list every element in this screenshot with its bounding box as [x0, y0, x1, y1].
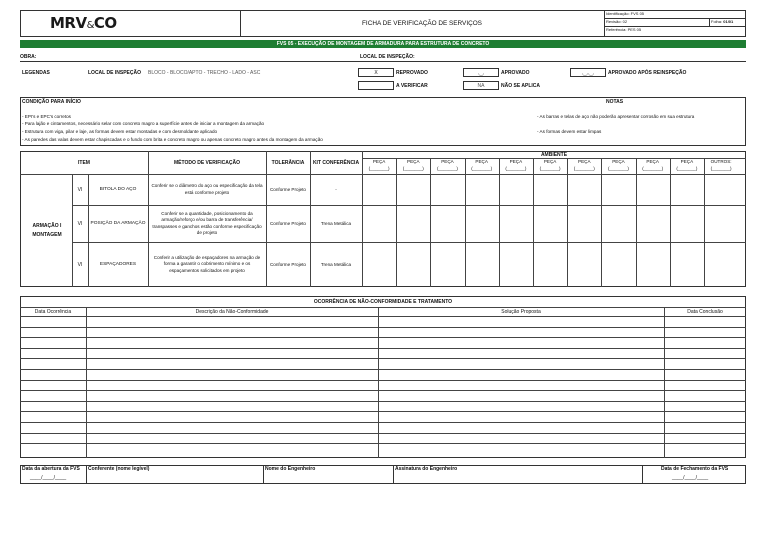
peca-col-divider [601, 158, 602, 287]
peca-blank: (_______) [539, 165, 561, 171]
ocorrencia-row[interactable] [20, 337, 746, 348]
engenheiro-label: Nome do Engenheiro [265, 466, 316, 472]
row-metodo: Conferir a utilização de espaçadores na armação de forma a garantir o cobrimento mínimo e os espaçamentos solicitados em projeto [153, 254, 261, 273]
peca-label: PEÇA [578, 159, 591, 164]
aprovado-label: APROVADO [501, 70, 530, 76]
peca-header[interactable] [499, 158, 533, 174]
circle-check-recheck-icon: ◡◡ [581, 68, 595, 77]
row-code: VI [77, 186, 83, 193]
header-folha-divider [709, 18, 710, 26]
identificacao: Identificação: FVS 05 [606, 11, 645, 16]
peca-blank: (_______) [642, 165, 664, 171]
local-inspecao-legend: LOCAL DE INSPEÇÃO [88, 70, 141, 76]
peca-blank: (_______) [573, 165, 595, 171]
outros-header[interactable] [704, 158, 738, 174]
peca-label: PEÇA [543, 159, 557, 164]
a-verificar-label: A VERIFICAR [396, 83, 428, 89]
condition-item: - As paredes das valas devem estar chapiscadas e o fundo com brita e concreto magro ou apenas concreto magro antes da montagem da armação [22, 137, 323, 142]
reprovado-label: REPROVADO [396, 70, 428, 76]
ocorrencia-row[interactable] [20, 390, 746, 401]
folha [711, 19, 733, 24]
peca-label: PEÇA [612, 159, 625, 164]
outros-label: OUTROS: [710, 159, 732, 164]
peca-blank: (_______) [676, 165, 698, 171]
notes-title: NOTAS [606, 99, 624, 105]
folha-value: 01/01 [723, 19, 734, 24]
col-descricao: Descrição da Não-Conformidade [195, 308, 269, 315]
peca-col-divider [465, 158, 466, 287]
header-divider-right [604, 10, 605, 37]
form-title: FICHA DE VERIFICAÇÃO DE SERVIÇOS [362, 20, 482, 27]
row-metodo: Conferir se a quantidade, posicionamento da armação/reforço e/ou barra de transferência/ transpasses e ganchos estão conforme especificação de projeto [152, 210, 262, 235]
row-item: BITOLA DO AÇO [99, 187, 137, 192]
row-tolerancia: Conforme Projeto [269, 221, 306, 226]
peca-label: PEÇA [407, 159, 420, 164]
row-kit: - [335, 187, 337, 192]
peca-col-divider [533, 158, 534, 287]
ocorrencia-title: OCORRÊNCIA DE NÃO-CONFORMIDADE E TRATAMENTO [313, 298, 453, 305]
ocorrencia-row[interactable] [20, 422, 746, 433]
col-kit-header: KIT CONFERÊNCIA [312, 159, 360, 166]
col-metodo-header: MÉTODO DE VERIFICAÇÃO [173, 159, 241, 166]
peca-label: PEÇA [680, 159, 694, 164]
data-abertura-field[interactable]: ____/____/____ [30, 475, 67, 481]
peca-blank: (_______) [608, 165, 629, 171]
col-solucao: Solução Proposta [501, 308, 541, 315]
logo-amp: & [86, 20, 94, 31]
peca-col-divider [670, 158, 671, 287]
peca-blank: (_______) [437, 165, 458, 171]
data-abertura-label: Data da abertura da FVS [22, 466, 80, 472]
ocorrencia-row[interactable] [20, 348, 746, 359]
referencia: Referência: PES 05 [606, 27, 642, 32]
local-inspecao-label: LOCAL DE INSPEÇÃO: [360, 54, 415, 60]
footer-divider [263, 465, 264, 484]
nao-se-aplica-label: NÃO SE APLICA [501, 83, 540, 89]
row-kit: Trena Metálica [320, 221, 352, 226]
reinspecao-symbol-box [570, 68, 606, 77]
row-code: VI [77, 261, 83, 268]
peca-label: PEÇA [441, 159, 454, 164]
ocorrencia-row[interactable] [20, 358, 746, 369]
condition-item: - Estrutura com viga, pilar e laje, as formas devem estar montadas e com desmoldante aplicado [22, 129, 218, 134]
row-tolerancia: Conforme Projeto [269, 262, 306, 267]
peca-label: PEÇA [475, 159, 488, 164]
logo [50, 14, 117, 32]
row-code: VI [77, 220, 83, 227]
peca-label: PEÇA [372, 159, 386, 164]
footer-divider [642, 465, 643, 484]
group-label: ARMAÇÃO I MONTAGEM [32, 223, 62, 238]
peca-header[interactable] [396, 158, 430, 174]
col-divider [148, 151, 149, 287]
peca-blank: (_______) [402, 165, 424, 171]
peca-header[interactable] [430, 158, 464, 174]
peca-label: PEÇA [509, 159, 523, 164]
ocorrencia-row[interactable] [20, 411, 746, 422]
peca-blank: (_______) [471, 165, 493, 171]
obra-field[interactable] [20, 61, 358, 62]
peca-col-divider [430, 158, 431, 287]
circle-check-icon: ◡ [477, 68, 485, 77]
peca-col-divider [499, 158, 500, 287]
col-item-header: ITEM [78, 159, 90, 166]
peca-header[interactable] [533, 158, 567, 174]
x-symbol: X [374, 69, 378, 76]
ocorrencia-row[interactable] [20, 327, 746, 338]
revisao: Revisão: 02 [606, 19, 628, 24]
ocorrencia-table [20, 296, 746, 458]
conditions-title: CONDIÇÃO PARA INÍCIO [22, 99, 81, 105]
na-symbol: NA [477, 82, 485, 89]
peca-header[interactable] [670, 158, 704, 174]
data-fechamento-field[interactable]: ____/____/____ [672, 475, 709, 481]
row-metodo: Conferir se o diâmetro do aço ou especificação da tela está conforme projeto [151, 183, 263, 195]
form-banner: FVS 05 - EXECUÇÃO DE MONTAGEM DE ARMADURA PARA ESTRUTURA DE CONCRETO [20, 40, 746, 48]
aprovado-reinspecao-label: APROVADO APÓS REINSPEÇÃO [608, 70, 687, 76]
ocorrencia-row[interactable] [20, 443, 746, 454]
condition-item: - Para lajão e cintamentos, necessário selar com concreto magro a superfície antes de iniciar a montagem da armação [22, 121, 265, 126]
a-verificar-symbol-box [358, 81, 394, 90]
data-fechamento-label: Data de Fechamento da FVS [661, 466, 729, 472]
logo-main: MRV [50, 14, 87, 32]
ambiente-label: AMBIENTE [540, 151, 568, 158]
ocorrencia-row[interactable] [20, 316, 746, 327]
logo-co: CO [93, 14, 117, 32]
row-tolerancia: Conforme Projeto [269, 187, 306, 192]
peca-label: PEÇA [646, 159, 659, 164]
note-item: - As formas devem estar limpas [537, 129, 602, 134]
col-data-ocorrencia: Data Ocorrência [34, 308, 72, 315]
reprovado-symbol-box [358, 68, 394, 77]
peca-col-divider [396, 158, 397, 287]
row-item: ESPAÇADORES [99, 262, 137, 267]
peca-blank: (_______) [505, 165, 527, 171]
row-item: POSIÇÃO DA ARMAÇÃO [90, 221, 146, 226]
obra-label: OBRA: [20, 54, 37, 60]
peca-header[interactable] [567, 158, 601, 174]
ocorrencia-row[interactable] [20, 369, 746, 380]
folha-label: Folha: [711, 19, 723, 24]
row-kit: Trena Metálica [320, 262, 352, 267]
ocorrencia-row[interactable] [20, 380, 746, 391]
peca-blank: (_______) [368, 165, 390, 171]
peca-col-divider [567, 158, 568, 287]
col-tolerancia-header: TOLERÂNCIA [271, 159, 305, 166]
local-options: BLOCO - BLOCO/APTO - TRECHO - LADO - ASC [148, 70, 261, 76]
na-symbol-box [463, 81, 499, 90]
peca-header[interactable] [362, 158, 396, 174]
footer-divider [86, 465, 87, 484]
conferente-label: Conferente (nome legível) [88, 466, 150, 472]
aprovado-symbol-box [463, 68, 499, 77]
note-item: - As barras e telas de aço não poderão apresentar corrosão em sua estrutura [537, 114, 695, 119]
peca-blank: (_______) [710, 165, 732, 171]
ocorrencia-row[interactable] [20, 401, 746, 412]
assinatura-label: Assinatura do Engenheiro [395, 466, 458, 472]
inspection-table [20, 151, 746, 287]
footer-divider [393, 465, 394, 484]
ocorrencia-row[interactable] [20, 433, 746, 444]
peca-header[interactable] [636, 158, 670, 174]
peca-header[interactable] [601, 158, 635, 174]
peca-header[interactable] [465, 158, 499, 174]
peca-col-divider [704, 158, 705, 287]
legendas-label: LEGENDAS [22, 70, 50, 76]
peca-col-divider [636, 158, 637, 287]
col-data-conclusao: Data Conclusão [687, 308, 723, 315]
local-field[interactable] [358, 61, 746, 62]
condition-item: - EPI's e EPC's corretos [22, 114, 71, 119]
